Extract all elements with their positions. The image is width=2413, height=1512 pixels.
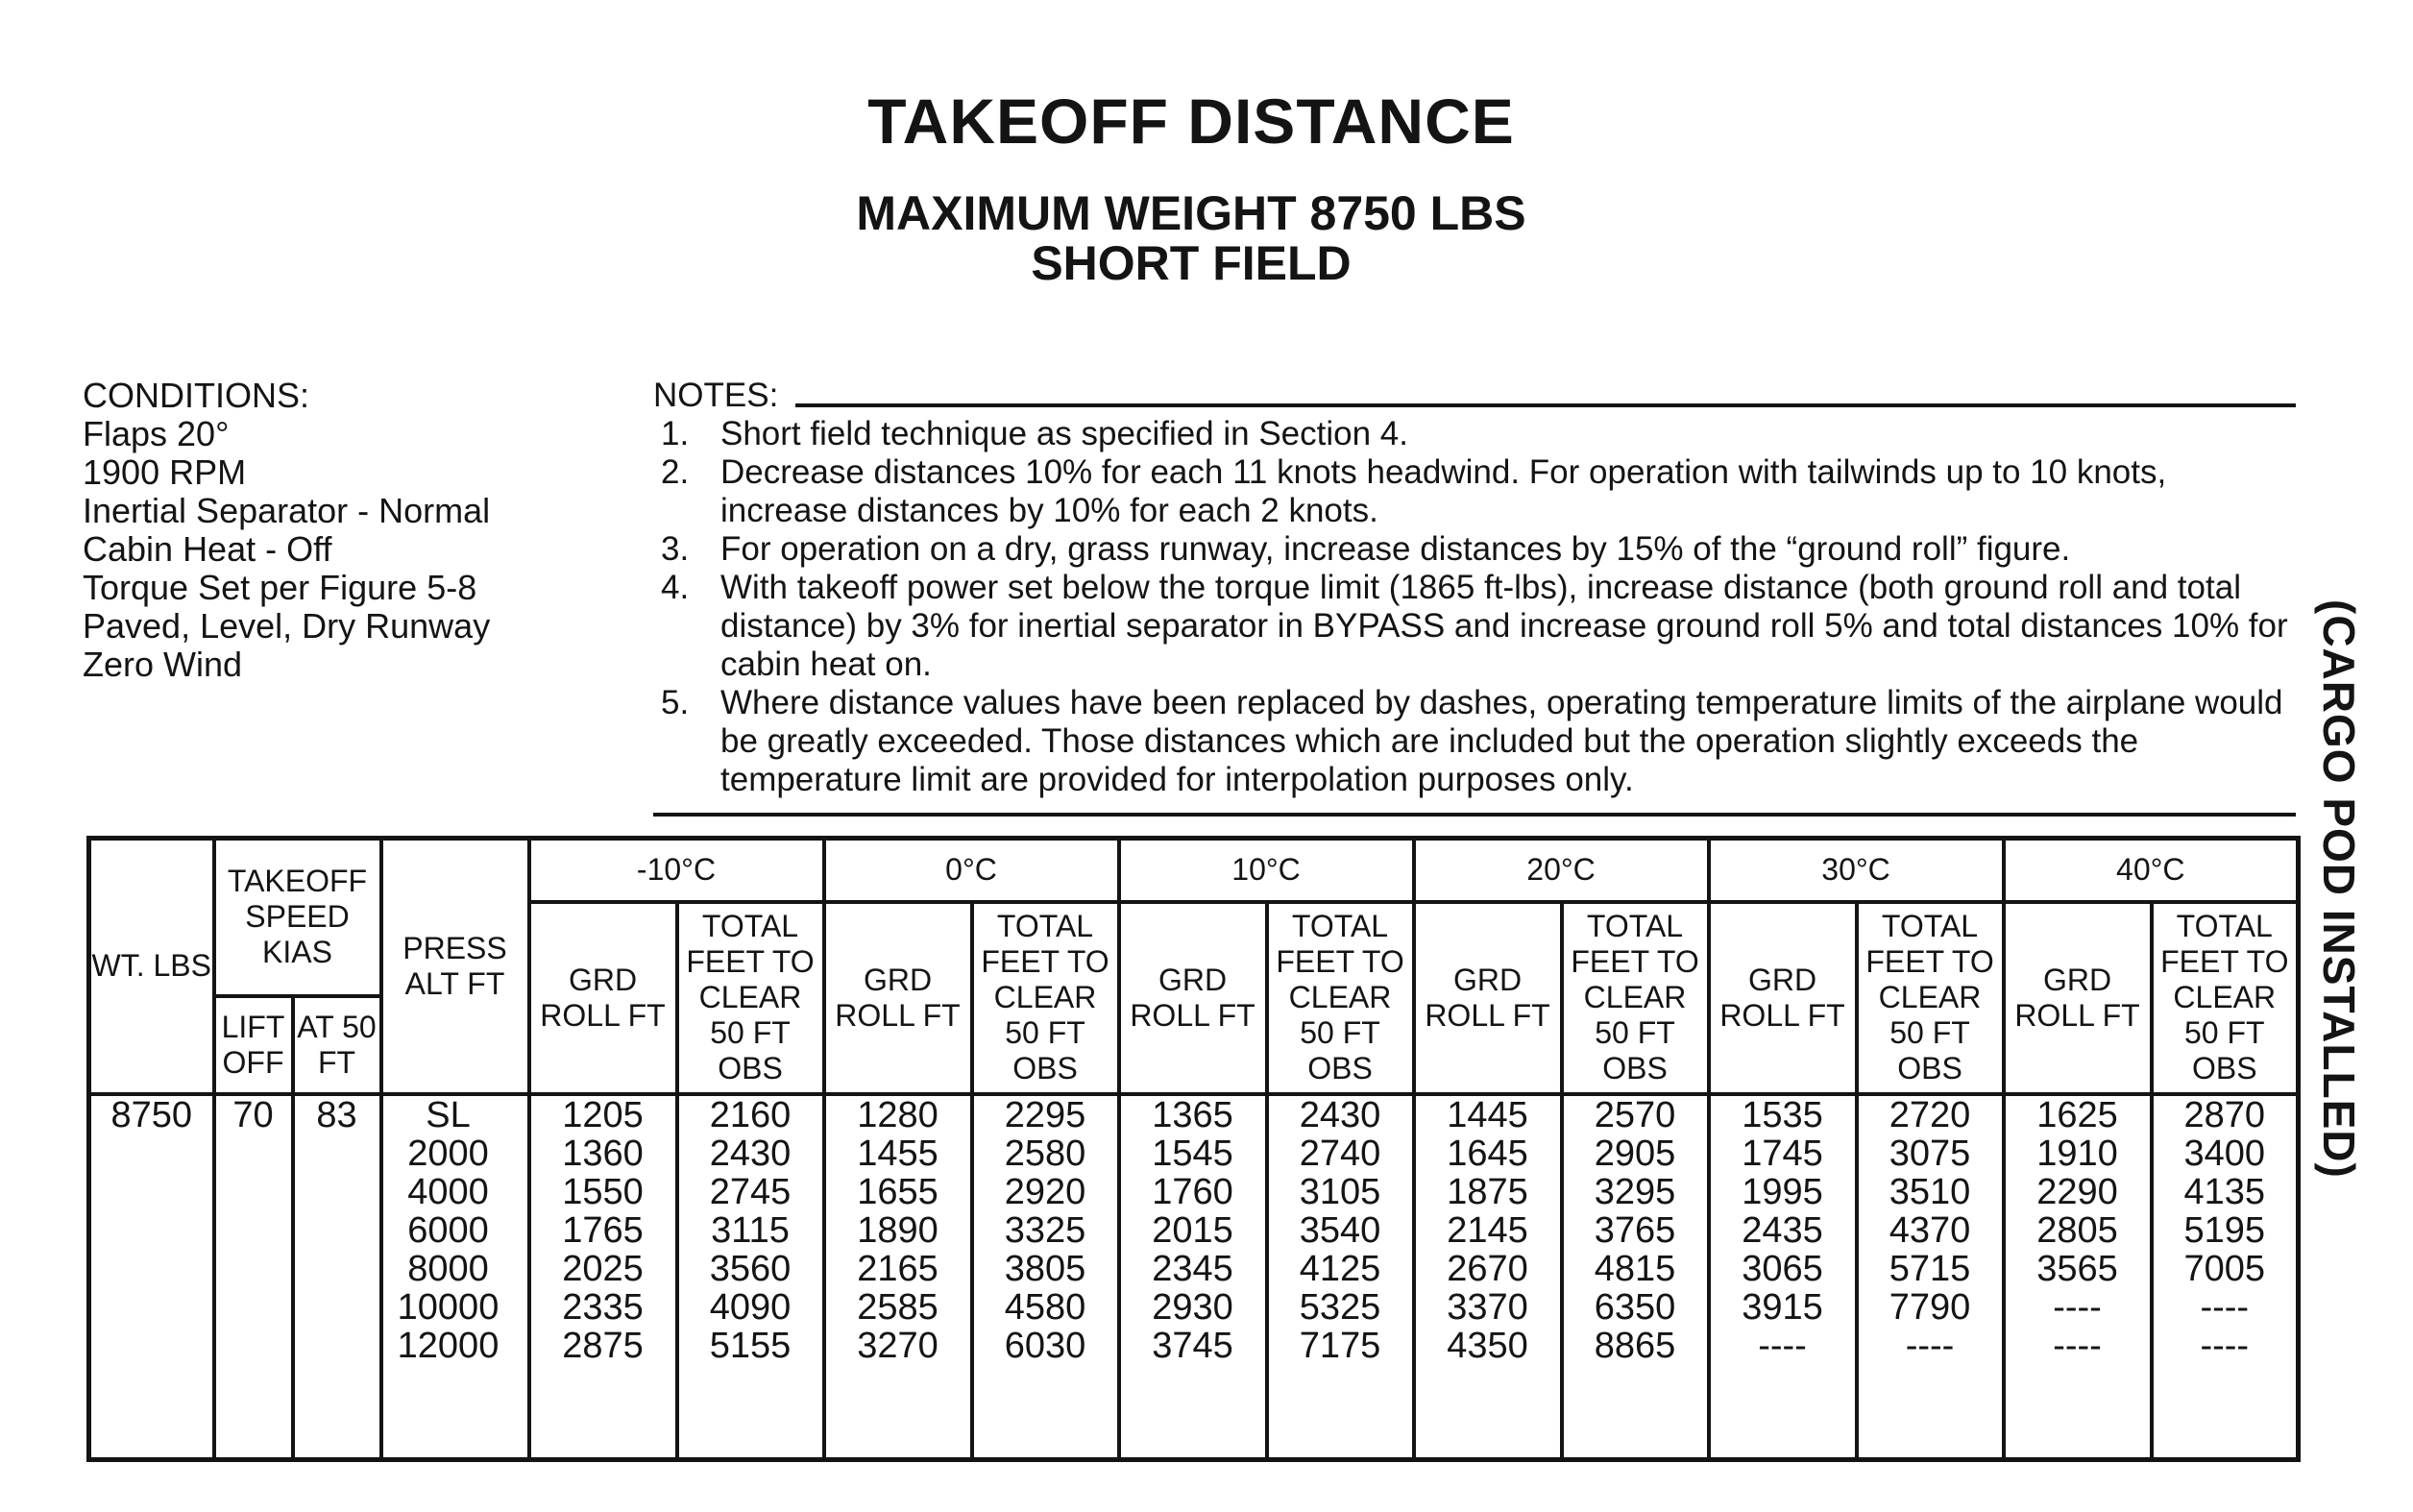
- total-cell: [972, 1094, 1119, 1460]
- table-value: 1205: [562, 1094, 644, 1135]
- condition-item: 1900 RPM: [83, 452, 247, 492]
- table-value: 4125: [1299, 1248, 1381, 1289]
- table-value: 1760: [1152, 1171, 1233, 1212]
- note-number: 1.: [661, 415, 690, 452]
- takeoff-distance-table: [86, 836, 2301, 1462]
- header-grd-roll: GRD ROLL FT: [824, 902, 972, 1094]
- table-value: 1765: [562, 1209, 644, 1251]
- table-value: 2025: [562, 1248, 644, 1289]
- grd-roll-cell: [1119, 1094, 1267, 1460]
- table-value: 2000: [407, 1133, 489, 1174]
- total-cell: [2152, 1094, 2299, 1460]
- table-value: 3115: [711, 1209, 790, 1251]
- grd-roll-cell: [1709, 1094, 1857, 1460]
- table-value: 3540: [1299, 1209, 1381, 1251]
- note-item: [653, 415, 2296, 453]
- table-value: 5325: [1299, 1286, 1381, 1328]
- note-item: [653, 453, 2296, 530]
- total-cell: [677, 1094, 824, 1460]
- header-grd-roll: GRD ROLL FT: [1709, 902, 1857, 1094]
- table-value: 3510: [1889, 1171, 1971, 1212]
- total-cell: [1267, 1094, 1414, 1460]
- header-grd-roll: GRD ROLL FT: [2004, 902, 2152, 1094]
- note-number: 3.: [661, 530, 690, 568]
- table-value: 3400: [2183, 1133, 2266, 1174]
- table-value: 1280: [857, 1094, 938, 1135]
- table-value: 8865: [1594, 1325, 1676, 1366]
- condition-item: Cabin Heat - Off: [83, 529, 332, 569]
- table-value: 3370: [1447, 1286, 1528, 1328]
- table-value: 4135: [2183, 1171, 2266, 1212]
- header-takeoff-speed: TAKEOFF SPEED KIAS: [214, 839, 381, 996]
- condition-item: Torque Set per Figure 5-8: [83, 568, 477, 607]
- header-total: TOTAL FEET TO CLEAR 50 FT OBS: [1562, 902, 1709, 1094]
- weight-cell: 8750: [89, 1094, 214, 1460]
- table-value: 2740: [1299, 1133, 1381, 1174]
- table-value: SL: [426, 1094, 471, 1135]
- table-value: 4000: [407, 1171, 489, 1212]
- table-value: 3805: [1004, 1248, 1086, 1289]
- table-value: 1910: [2036, 1133, 2118, 1174]
- conditions-block: [83, 377, 490, 684]
- table-value: 4350: [1447, 1325, 1528, 1366]
- table-value: 2015: [1152, 1209, 1233, 1251]
- header-temp: 0°C: [824, 839, 1119, 902]
- table-value: 3565: [2036, 1248, 2118, 1289]
- table-value: 1550: [562, 1171, 644, 1212]
- notes-block: [653, 377, 2296, 817]
- table-value: 1545: [1152, 1133, 1233, 1174]
- table-value: 4370: [1889, 1209, 1971, 1251]
- notes-heading: NOTES:: [653, 377, 779, 414]
- table-value: 2870: [2183, 1094, 2266, 1135]
- table-value: 2570: [1594, 1094, 1676, 1135]
- note-item: [653, 684, 2296, 799]
- table-value: 5155: [709, 1325, 792, 1366]
- grd-roll-cell: [824, 1094, 972, 1460]
- table-value: ----: [2053, 1286, 2102, 1328]
- table-value: 3915: [1742, 1286, 1823, 1328]
- table-value: 2145: [1447, 1209, 1528, 1251]
- header-weight: WT. LBS: [89, 839, 214, 1094]
- header-temp: -10°C: [529, 839, 824, 902]
- conditions-heading: CONDITIONS:: [83, 376, 310, 415]
- header-press-alt: PRESS ALT FT: [381, 839, 529, 1094]
- table-value: 2430: [1299, 1094, 1381, 1135]
- table-value: 7790: [1889, 1286, 1971, 1328]
- header-grd-roll: GRD ROLL FT: [1414, 902, 1562, 1094]
- table-value: 2720: [1889, 1094, 1971, 1135]
- cargo-pod-label: [2301, 552, 2377, 1225]
- subtitle-weight: MAXIMUM WEIGHT 8750 LBS: [856, 186, 1526, 240]
- table-value: 3765: [1594, 1209, 1676, 1251]
- table-value: 4580: [1004, 1286, 1086, 1328]
- notes-header: [653, 377, 2296, 415]
- table-value: 1655: [857, 1171, 938, 1212]
- header-total: TOTAL FEET TO CLEAR 50 FT OBS: [972, 902, 1119, 1094]
- header-grd-roll: GRD ROLL FT: [1119, 902, 1267, 1094]
- table-value: 2920: [1004, 1171, 1086, 1212]
- notes-bottom-rule: [653, 813, 2296, 817]
- table-value: 7005: [2183, 1248, 2266, 1289]
- header-total: TOTAL FEET TO CLEAR 50 FT OBS: [2152, 902, 2299, 1094]
- header-total: TOTAL FEET TO CLEAR 50 FT OBS: [1857, 902, 2004, 1094]
- cargo-pod-text: (CARGO POD INSTALLED): [2314, 598, 2364, 1179]
- table-value: 4815: [1594, 1248, 1676, 1289]
- note-number: 4.: [661, 569, 690, 606]
- table-value: 3270: [857, 1325, 938, 1366]
- table-value: 1365: [1152, 1094, 1233, 1135]
- note-text: For operation on a dry, grass runway, increase distances by 15% of the “ground roll” figure.: [720, 530, 2071, 568]
- table-value: ----: [2053, 1325, 2102, 1366]
- table-value: 2430: [709, 1133, 792, 1174]
- note-text: Where distance values have been replaced by dashes, operating temperature limits of the airplane would be greatly exceeded. Those distances which are included but the operation slightly exceeds the temperature limit are provided for interpolation purposes only.: [720, 684, 2283, 798]
- header-lift-off: LIFT OFF: [214, 996, 293, 1094]
- table-value: 3295: [1594, 1171, 1676, 1212]
- table-value: 12000: [397, 1325, 500, 1366]
- table-value: ----: [2200, 1286, 2250, 1328]
- table-value: 6350: [1594, 1286, 1676, 1328]
- table-value: 2345: [1152, 1248, 1233, 1289]
- table-value: 2295: [1004, 1094, 1086, 1135]
- table-value: ----: [1905, 1325, 1955, 1366]
- lift-off-speed-cell: 70: [214, 1094, 293, 1460]
- table-value: 2805: [2036, 1209, 2118, 1251]
- grd-roll-cell: [2004, 1094, 2152, 1460]
- condition-item: Paved, Level, Dry Runway: [83, 606, 491, 646]
- table-value: 2905: [1594, 1133, 1676, 1174]
- note-text: With takeoff power set below the torque limit (1865 ft-lbs), increase distance (both ground roll and total distance) by 3% for inertial separator in BYPASS and increase ground roll 5% and total distances 10% for cabin heat on.: [720, 569, 2288, 683]
- table-value: 4090: [709, 1286, 792, 1328]
- total-cell: [1562, 1094, 1709, 1460]
- header-temp: 30°C: [1709, 839, 2004, 902]
- table-value: 5715: [1889, 1248, 1971, 1289]
- table-value: 1890: [857, 1209, 938, 1251]
- header-total: TOTAL FEET TO CLEAR 50 FT OBS: [677, 902, 824, 1094]
- table-value: 6000: [407, 1209, 489, 1251]
- table-value: 2585: [857, 1286, 938, 1328]
- header-total: TOTAL FEET TO CLEAR 50 FT OBS: [1267, 902, 1414, 1094]
- total-cell: [1857, 1094, 2004, 1460]
- table-value: 1875: [1447, 1171, 1528, 1212]
- note-item: [653, 569, 2296, 684]
- table-value: 2745: [709, 1171, 792, 1212]
- table-value: 1745: [1742, 1133, 1823, 1174]
- subtitle-field: SHORT FIELD: [1031, 236, 1352, 290]
- header-temp: 10°C: [1119, 839, 1414, 902]
- table-value: 8000: [407, 1248, 489, 1289]
- table-value: 1645: [1447, 1133, 1528, 1174]
- table-value: ----: [2200, 1325, 2250, 1366]
- note-number: 2.: [661, 453, 690, 491]
- table-value: 1625: [2036, 1094, 2118, 1135]
- note-item: [653, 530, 2296, 569]
- table-value: 3105: [1299, 1171, 1381, 1212]
- table-value: 2670: [1447, 1248, 1528, 1289]
- at-50ft-speed-cell: 83: [293, 1094, 381, 1460]
- table-value: 5195: [2183, 1209, 2266, 1251]
- table-value: 1360: [562, 1133, 644, 1174]
- header-at-50ft: AT 50 FT: [293, 996, 381, 1094]
- table-value: 2290: [2036, 1171, 2118, 1212]
- press-alt-cell: [381, 1094, 529, 1460]
- table-value: 1995: [1742, 1171, 1823, 1212]
- header-grd-roll: GRD ROLL FT: [529, 902, 677, 1094]
- table-value: 2335: [562, 1286, 644, 1328]
- note-text: Decrease distances 10% for each 11 knots headwind. For operation with tailwinds up to 10 knots, increase distances by 10% for each 2 knots.: [720, 453, 2167, 529]
- table-value: 2160: [709, 1094, 792, 1135]
- table-value: 2165: [857, 1248, 938, 1289]
- notes-top-rule: [795, 403, 2296, 407]
- table-value: 2930: [1152, 1286, 1233, 1328]
- note-number: 5.: [661, 684, 690, 721]
- grd-roll-cell: [529, 1094, 677, 1460]
- grd-roll-cell: [1414, 1094, 1562, 1460]
- header-temp: 40°C: [2004, 839, 2299, 902]
- table-value: 7175: [1299, 1325, 1381, 1366]
- condition-item: Zero Wind: [83, 645, 243, 684]
- table-value: ----: [1758, 1325, 1807, 1366]
- table-value: 6030: [1004, 1325, 1086, 1366]
- table-value: 10000: [397, 1286, 500, 1328]
- table-value: 3745: [1152, 1325, 1233, 1366]
- table-value: 1535: [1742, 1094, 1823, 1135]
- table-value: 3560: [709, 1248, 792, 1289]
- table-value: 3065: [1742, 1248, 1823, 1289]
- table-value: 3075: [1889, 1133, 1971, 1174]
- table-value: 2435: [1742, 1209, 1823, 1251]
- table-value: 1445: [1447, 1094, 1528, 1135]
- table-value: 3325: [1004, 1209, 1086, 1251]
- condition-item: Flaps 20°: [83, 414, 230, 453]
- table-value: 2580: [1004, 1133, 1086, 1174]
- condition-item: Inertial Separator - Normal: [83, 491, 491, 530]
- page-title: TAKEOFF DISTANCE: [867, 85, 1515, 157]
- table-value: 1455: [857, 1133, 938, 1174]
- note-text: Short field technique as specified in Section 4.: [720, 415, 1408, 452]
- header-temp: 20°C: [1414, 839, 1709, 902]
- table-value: 2875: [562, 1325, 644, 1366]
